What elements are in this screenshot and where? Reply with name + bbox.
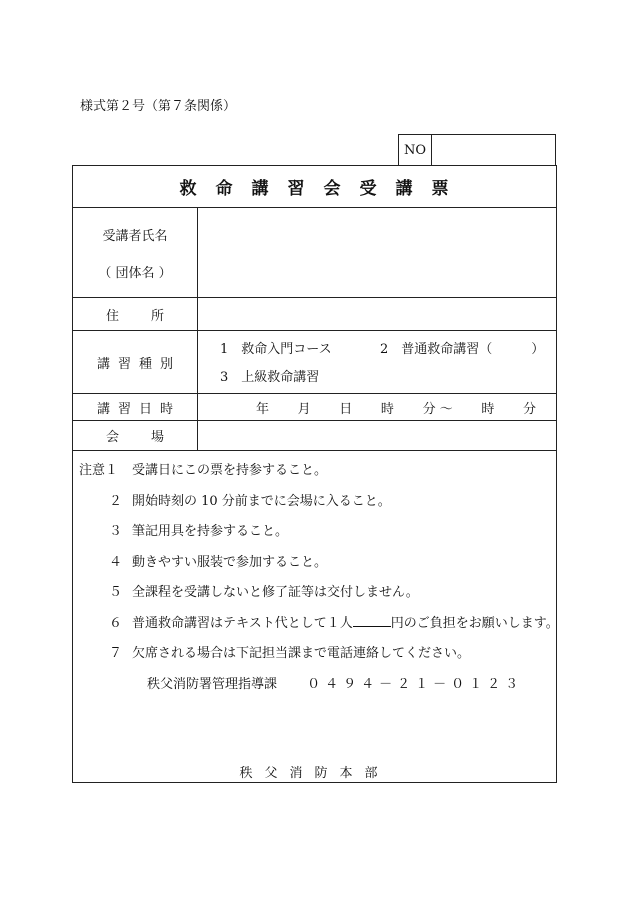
course-label-text: 講習種別 [96,356,181,372]
contact-phone: ０４９４－２１－０１２３ [307,677,524,692]
address-label [73,298,198,330]
date-unit-month: 月 [297,402,311,417]
note-text: 欠席される場合は下記担当課まで電話連絡してください。 [132,646,471,661]
note-text: 動きやすい服装で参加すること。 [132,554,328,570]
note-text: 全課程を受講しないと修了証等は交付しません。 [132,585,419,600]
date-unit-minute-start: 分 〜 [422,402,453,417]
note-text: 開始時刻の 10 分前までに会場に入ること。 [132,493,391,509]
number-label: NO [399,135,432,165]
name-label [73,208,198,297]
note-number: ４ [109,554,123,570]
date-unit-minute-end: 分 [522,402,536,417]
date-unit-hour-start: 時 [380,402,394,417]
note-text: 筆記用具を持参すること。 [132,524,289,539]
contact-department: 秩父消防署管理指導課 [147,677,278,692]
date-unit-hour-end: 時 [481,402,495,417]
name-label-line1: 受講者氏名 [102,228,168,244]
date-unit-year: 年 [256,402,270,417]
note-item [73,642,556,673]
note-number: ２ [109,493,123,509]
contact-info [147,673,523,692]
note-number: 注意１ [79,463,119,478]
note-number: ７ [109,646,123,661]
name-row [73,208,556,298]
note-item [73,490,556,521]
form-number: 様式第２号（第７条関係） [80,99,237,114]
date-field[interactable] [198,394,556,420]
note-text-before: 普通救命講習はテキスト代として１人 [132,615,353,631]
note-number: ５ [109,585,123,600]
date-unit-day: 日 [339,402,353,417]
fee-blank[interactable] [353,612,391,627]
note-number: ６ [109,615,123,631]
form-title-text: 救 命 講 習 会 受 講 票 [179,179,450,199]
date-label [73,394,198,420]
course-options [198,331,556,393]
date-row [73,394,556,421]
note-text: 受講日にこの票を持参すること。 [132,463,328,478]
venue-field[interactable] [198,421,556,450]
number-field[interactable] [432,135,555,165]
form-title [73,166,556,208]
address-field[interactable] [198,298,556,330]
address-row [73,298,556,331]
notes-section [73,451,559,673]
number-box [398,134,556,165]
date-units [256,398,536,417]
name-label-line2: （ 団体名 ） [98,265,172,281]
note-item [73,581,556,612]
course-option-advanced[interactable]: 3 上級救命講習 [220,370,320,385]
venue-row [73,421,556,451]
note-item [73,520,556,551]
ticket-form [72,165,557,783]
note-item [73,612,559,643]
name-field[interactable] [198,208,556,297]
course-option-intro[interactable]: 1 救命入門コース [220,342,332,357]
note-item [73,551,556,582]
note-text [132,612,559,631]
course-option-standard[interactable]: 2 普通救命講習（ ） [380,342,545,357]
address-label-text: 住所 [105,308,196,324]
course-row [73,331,556,394]
note-text-after: 円のご負担をお願いします。 [390,615,559,631]
date-label-text: 講習日時 [96,401,181,417]
venue-label [73,421,198,450]
course-label [73,331,198,393]
venue-label-text: 会場 [105,430,196,445]
note-item [73,459,556,490]
note-number: ３ [109,524,123,539]
issuer-name: 秩父消防本部 [239,766,390,781]
